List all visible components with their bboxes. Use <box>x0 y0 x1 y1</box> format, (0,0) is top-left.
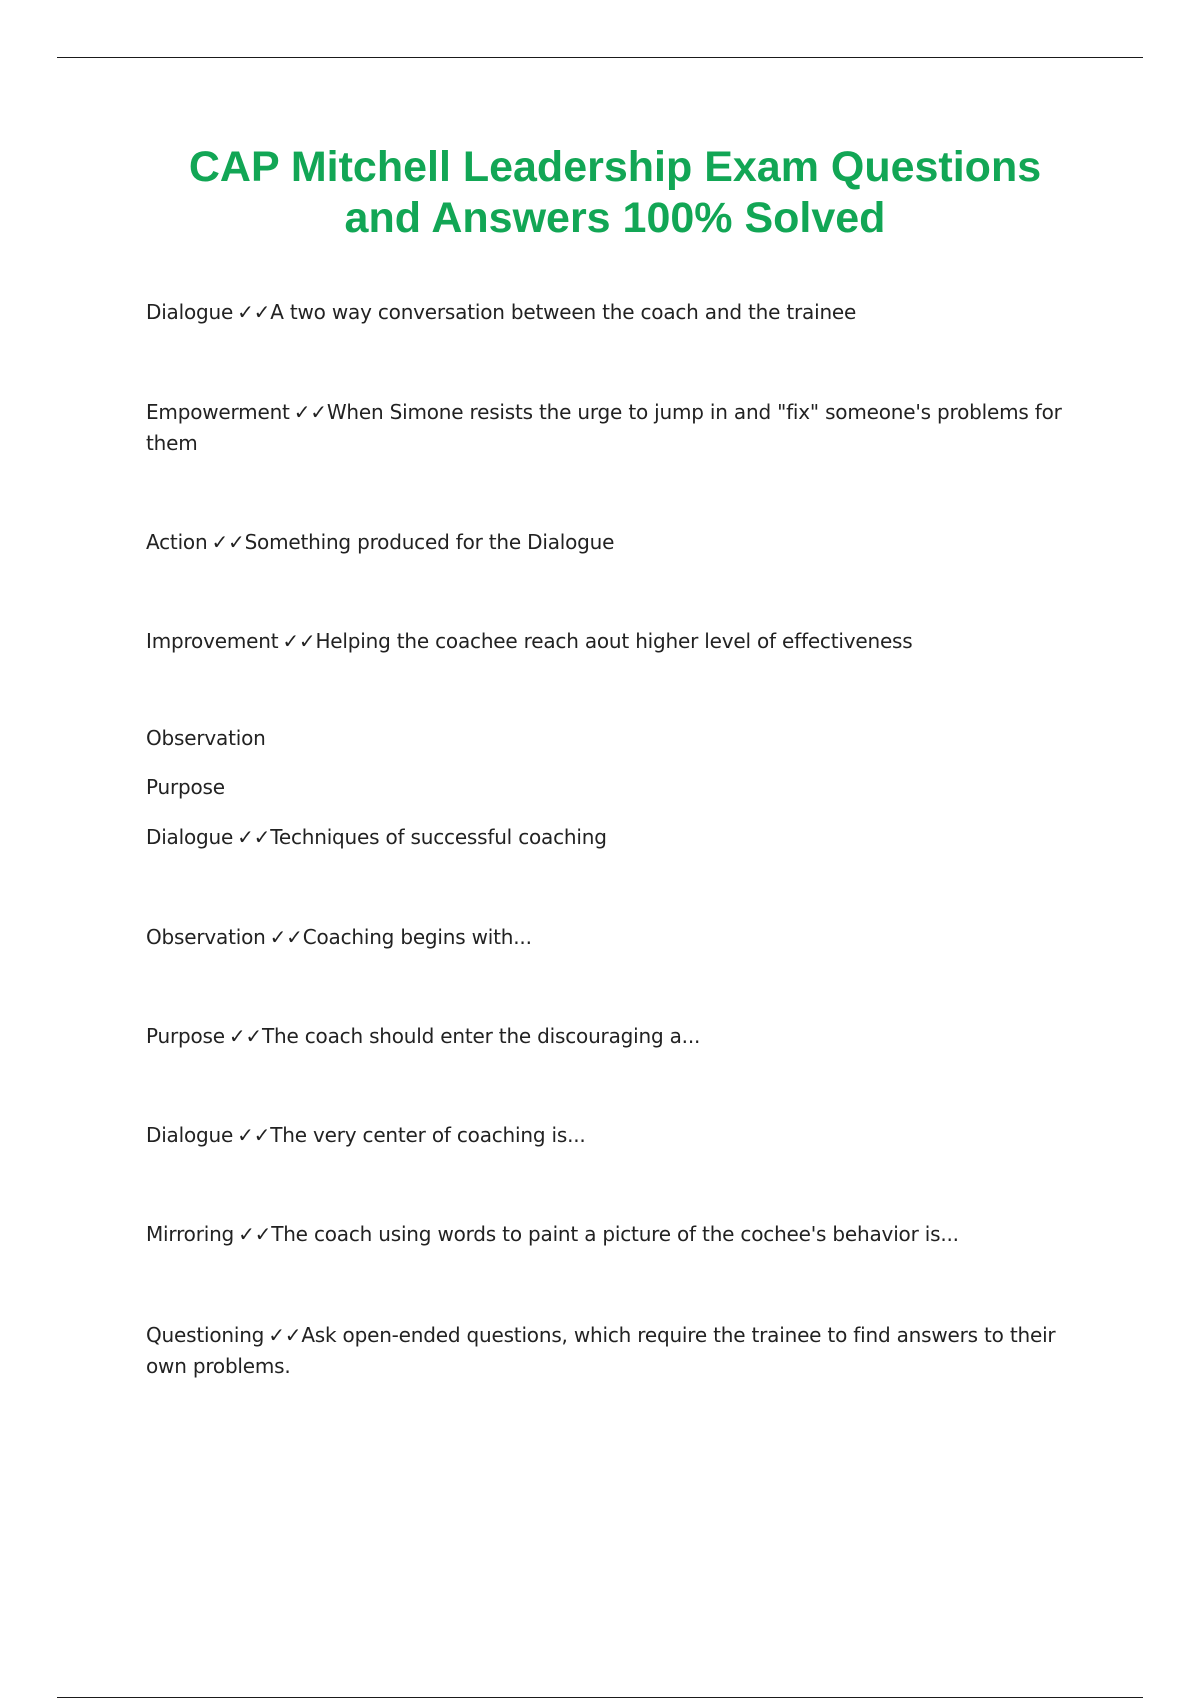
entry-term: Dialogue <box>146 1123 234 1147</box>
qa-entry-observation-label <box>146 723 1086 754</box>
title-line-2: and Answers 100% Solved <box>344 194 886 242</box>
entry-term: Dialogue <box>146 300 234 324</box>
double-check-icon: ✓✓ <box>211 530 245 554</box>
entry-definition: Ask open-ended questions, which require the trainee to find answers to their own problems. <box>146 1323 1056 1378</box>
entry-term: Observation <box>146 925 266 949</box>
qa-entry-improvement <box>146 626 1086 657</box>
entry-definition: Something produced for the Dialogue <box>244 530 615 554</box>
document-title <box>100 142 1130 244</box>
qa-entry-dialogue-2 <box>146 822 1086 853</box>
double-check-icon: ✓✓ <box>293 400 327 424</box>
qa-entry-dialogue-1 <box>146 297 1086 328</box>
top-rule <box>57 57 1143 58</box>
qa-entry-dialogue-3 <box>146 1120 1086 1151</box>
entry-term: Purpose <box>146 1024 225 1048</box>
entry-term: Observation <box>146 726 266 750</box>
double-check-icon: ✓✓ <box>237 300 271 324</box>
double-check-icon: ✓✓ <box>282 629 316 653</box>
entry-definition: When Simone resists the urge to jump in and "fix" someone's problems for them <box>146 400 1062 455</box>
qa-entry-mirroring <box>146 1219 1086 1250</box>
entry-definition: The coach should enter the discouraging a... <box>262 1024 701 1048</box>
title-line-1: CAP Mitchell Leadership Exam Questions <box>188 143 1042 191</box>
entry-term: Purpose <box>146 775 225 799</box>
qa-entry-observation <box>146 922 1086 953</box>
double-check-icon: ✓✓ <box>237 825 271 849</box>
double-check-icon: ✓✓ <box>228 1024 262 1048</box>
entry-term: Improvement <box>146 629 279 653</box>
qa-entry-purpose-label <box>146 772 1086 803</box>
double-check-icon: ✓✓ <box>238 1222 272 1246</box>
double-check-icon: ✓✓ <box>237 1123 271 1147</box>
qa-entry-action <box>146 527 1086 558</box>
entry-term: Mirroring <box>146 1222 235 1246</box>
entry-definition: The coach using words to paint a picture of the cochee's behavior is... <box>271 1222 959 1246</box>
qa-entry-questioning <box>146 1320 1086 1382</box>
entry-definition: Coaching begins with... <box>302 925 532 949</box>
bottom-rule <box>57 1697 1143 1698</box>
double-check-icon: ✓✓ <box>268 1323 302 1347</box>
entry-term: Empowerment <box>146 400 290 424</box>
entry-term: Dialogue <box>146 825 234 849</box>
double-check-icon: ✓✓ <box>269 925 303 949</box>
qa-entry-purpose <box>146 1021 1086 1052</box>
qa-entry-empowerment <box>146 397 1086 459</box>
entry-definition: A two way conversation between the coach and the trainee <box>270 300 857 324</box>
entry-term: Questioning <box>146 1323 265 1347</box>
entry-definition: Techniques of successful coaching <box>270 825 607 849</box>
entry-definition: Helping the coachee reach aout higher level of effectiveness <box>315 629 913 653</box>
entry-definition: The very center of coaching is... <box>270 1123 586 1147</box>
entry-term: Action <box>146 530 208 554</box>
